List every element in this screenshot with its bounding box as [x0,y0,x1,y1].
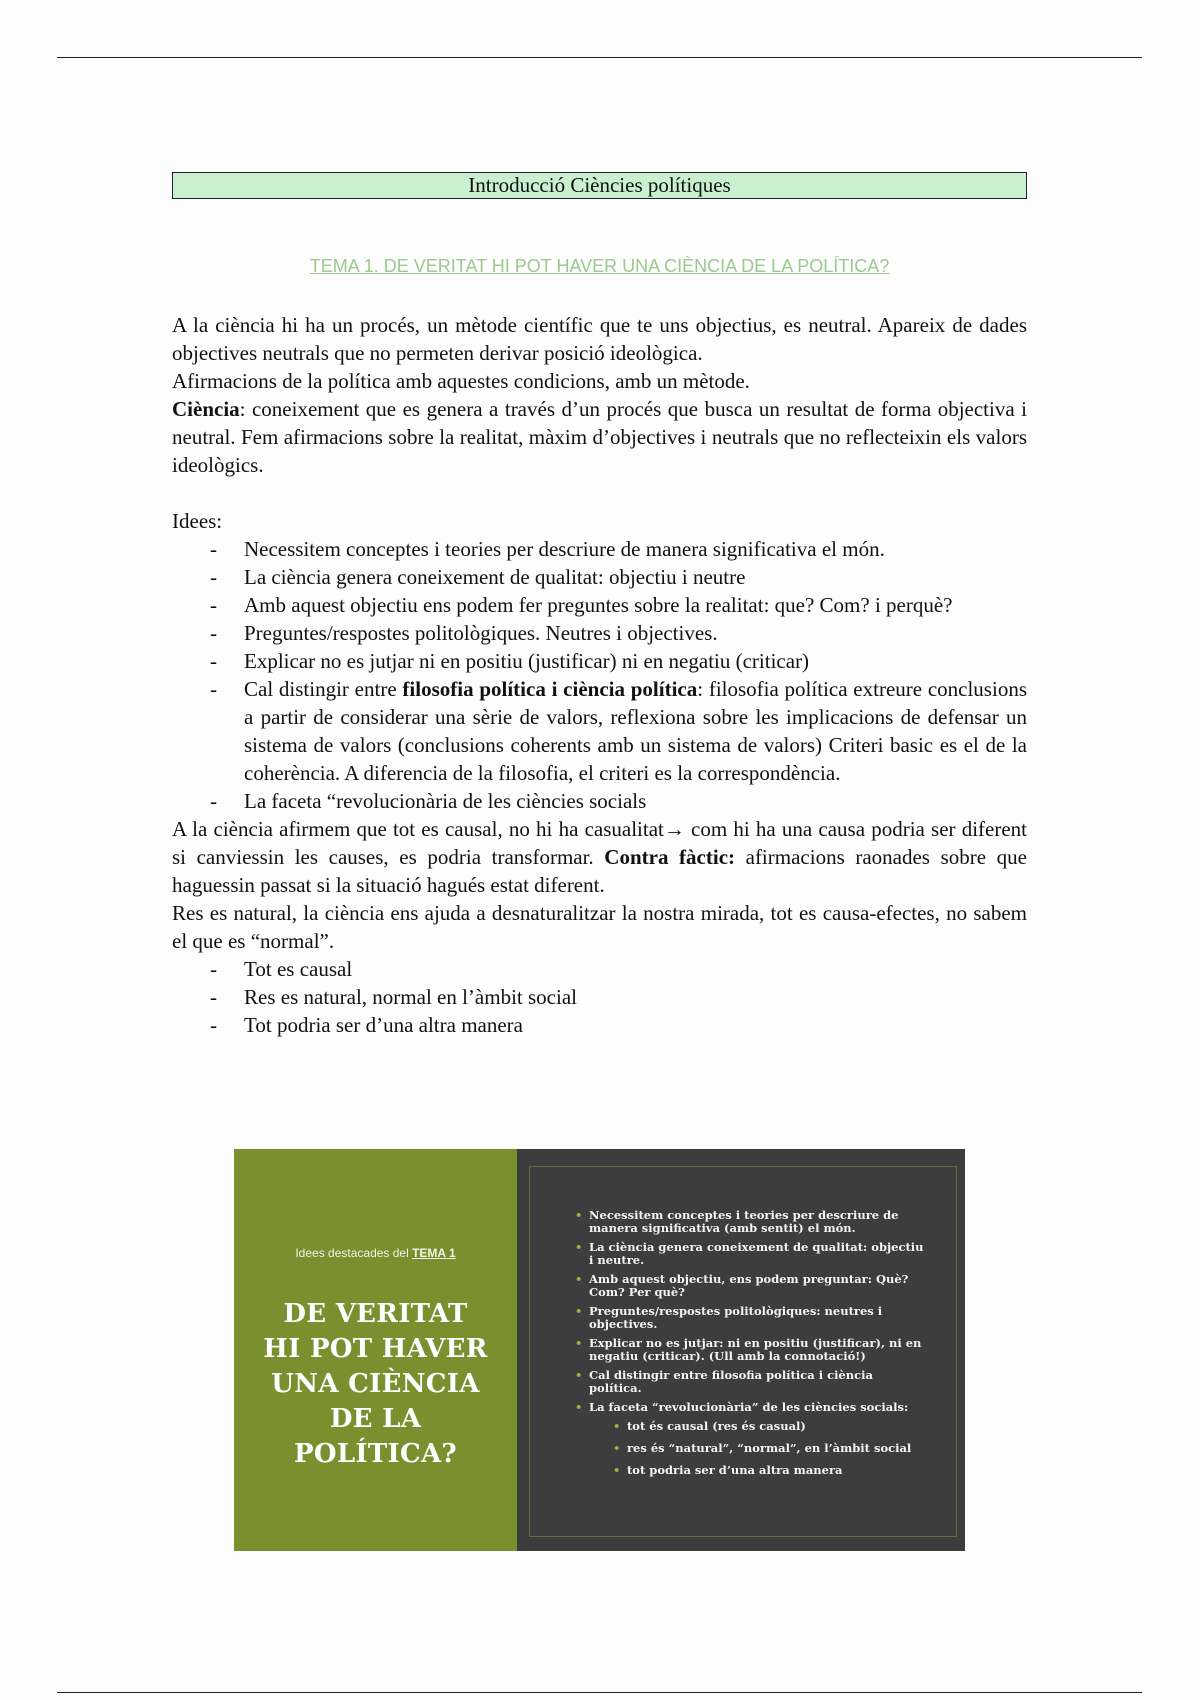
list-item [172,535,1027,563]
dash-marker: - [210,649,217,673]
slide-subitem-text: tot podria ser d’una altra manera [627,1463,843,1477]
dash-marker: - [210,677,217,701]
list-item-text: Explicar no es jutjar ni en positiu (justificar) ni en negatiu (criticar) [244,649,810,673]
final-list [172,955,1027,1039]
list-item-text: Cal distingir entre [244,677,403,701]
paragraph-4-text: afirmacions raonades sobre que haguessin passat si la situació hagués estat diferent. [172,845,1027,897]
slide-item-text: Necessitem conceptes i teories per descriure de manera significativa (amb sentit) el món. [589,1208,899,1235]
bullet-icon: • [575,1272,583,1286]
spacer [172,479,1027,507]
list-item [172,983,1027,1011]
paragraph-3-text: : coneixement que es genera a través d’un procés que busca un resultat de forma objectiva i neutral. Fem afirmacions sobre la realitat, màxim d’objectives i neutrals que no reflecteixin els valors ideològics. [172,397,1027,477]
slide-title-line: UNA CIÈNCIA [271,1369,480,1399]
paragraph-4-text: A la ciència afirmem que tot es causal, no hi ha casualitat [172,817,664,841]
term-contra-factic: Contra fàctic: [604,845,736,869]
slide-content-panel [517,1149,965,1551]
slide-subitem [575,1464,925,1477]
slide-subitem [575,1420,925,1433]
paragraph-4 [172,815,1027,899]
slide-image [234,1149,965,1551]
bottom-rule [57,1692,1142,1693]
list-item [172,619,1027,647]
dash-marker: - [210,1013,217,1037]
slide-item [575,1273,925,1299]
list-item-text: Res es natural, normal en l’àmbit social [244,985,577,1009]
slide-item [575,1305,925,1331]
slide-title-line: POLÍTICA? [294,1439,457,1469]
slide-item [575,1337,925,1363]
list-item [172,647,1027,675]
list-item [172,955,1027,983]
ideas-label: Idees: [172,509,223,533]
dash-marker: - [210,957,217,981]
slide-item-text: Preguntes/respostes politològiques: neutres i objectives. [589,1304,883,1331]
paragraph-4-text: com hi ha una causa podria ser diferent si canviessin les causes, es podria transformar. [172,817,1028,869]
list-item-text: Amb aquest objectiu ens podem fer preguntes sobre la realitat: que? Com? i perquè? [244,593,953,617]
slide-item-text: La faceta “revolucionària” de les ciències socials: [589,1400,909,1414]
list-item-text: Necessitem conceptes i teories per descriure de manera significativa el món. [244,537,885,561]
slide-subitem-text: res és “natural”, “normal”, en l’àmbit social [627,1441,912,1455]
slide-item [575,1401,925,1414]
slide-subtitle-link: TEMA 1 [412,1246,456,1260]
arrow-right-icon: → [663,817,685,841]
list-item-bold: filosofia política i ciència política [402,677,698,701]
document-title: Introducció Ciències polítiques [172,172,1027,199]
list-item-text: : filosofia política extreure conclusions a partir de considerar una sèrie de valors, reflexiona sobre les implicacions de defensar un sistema de valors (conclusions coherents amb un sistema de valors) Criteri basic es el de la coherència. A diferencia de la filosofia, el criteri es la correspondència. [244,677,1027,785]
paragraph-3 [172,395,1027,479]
bullet-icon: • [613,1441,621,1455]
dash-marker: - [210,565,217,589]
paragraph-1: A la ciència hi ha un procés, un mètode científic que te uns objectius, es neutral. Apareix de dades objectives neutrals que no permeten derivar posició ideològica. [172,313,1027,365]
list-item-text: Tot es causal [244,957,353,981]
slide-item-text: Cal distingir entre filosofia política i ciència política. [589,1368,873,1395]
slide-subitem-text: tot és causal (res és casual) [627,1419,806,1433]
paragraph-5: Res es natural, la ciència ens ajuda a desnaturalitzar la nostra mirada, tot es causa-efectes, no sabem el que es “normal”. [172,901,1027,953]
slide-item-text: Amb aquest objectiu, ens podem preguntar: Què? Com? Per què? [589,1272,909,1299]
list-item [172,563,1027,591]
slide-item [575,1209,925,1235]
dash-marker: - [210,985,217,1009]
bullet-icon: • [575,1208,583,1222]
bullet-icon: • [575,1304,583,1318]
list-item-text: Tot podria ser d’una altra manera [244,1013,523,1037]
dash-marker: - [210,593,217,617]
bullet-icon: • [575,1400,583,1414]
slide-title-panel [234,1149,517,1551]
bullet-icon: • [613,1463,621,1477]
bullet-icon: • [575,1240,583,1254]
ideas-list [172,535,1027,815]
dash-marker: - [210,789,217,813]
term-ciencia: Ciència [172,397,240,421]
slide-subtitle-text: Idees destacades del [295,1246,413,1260]
slide-bullet-list [575,1209,925,1486]
list-item [172,591,1027,619]
slide-title-line: DE LA [329,1404,422,1434]
slide-title-line: DE VERITAT [283,1299,468,1329]
slide-item-text: Explicar no es jutjar: ni en positiu (justificar), ni en negatiu (criticar). (Ull amb la connotació!) [589,1336,922,1363]
list-item [172,1011,1027,1039]
list-item [172,787,1027,815]
paragraph-2: Afirmacions de la política amb aquestes condicions, amb un mètode. [172,369,750,393]
slide-subitem [575,1442,925,1455]
bullet-icon: • [575,1368,583,1382]
list-item-text: La faceta “revolucionària de les ciències socials [244,789,647,813]
list-item [172,675,1027,787]
dash-marker: - [210,537,217,561]
list-item-text: La ciència genera coneixement de qualitat: objectiu i neutre [244,565,746,589]
list-item-text: Preguntes/respostes politològiques. Neutres i objectives. [244,621,718,645]
slide-title-line: HI POT HAVER [263,1334,488,1364]
body-text [172,311,1027,1039]
slide-item [575,1369,925,1395]
bullet-icon: • [575,1336,583,1350]
slide-big-title [234,1297,517,1472]
tema-heading: TEMA 1. DE VERITAT HI POT HAVER UNA CIÈNCIA DE LA POLÍTICA? [309,256,890,276]
bullet-icon: • [613,1419,621,1433]
slide-subtitle [234,1246,517,1260]
top-rule [57,57,1142,58]
dash-marker: - [210,621,217,645]
slide-item [575,1241,925,1267]
slide-item-text: La ciència genera coneixement de qualitat: objectiu i neutre. [589,1240,924,1267]
